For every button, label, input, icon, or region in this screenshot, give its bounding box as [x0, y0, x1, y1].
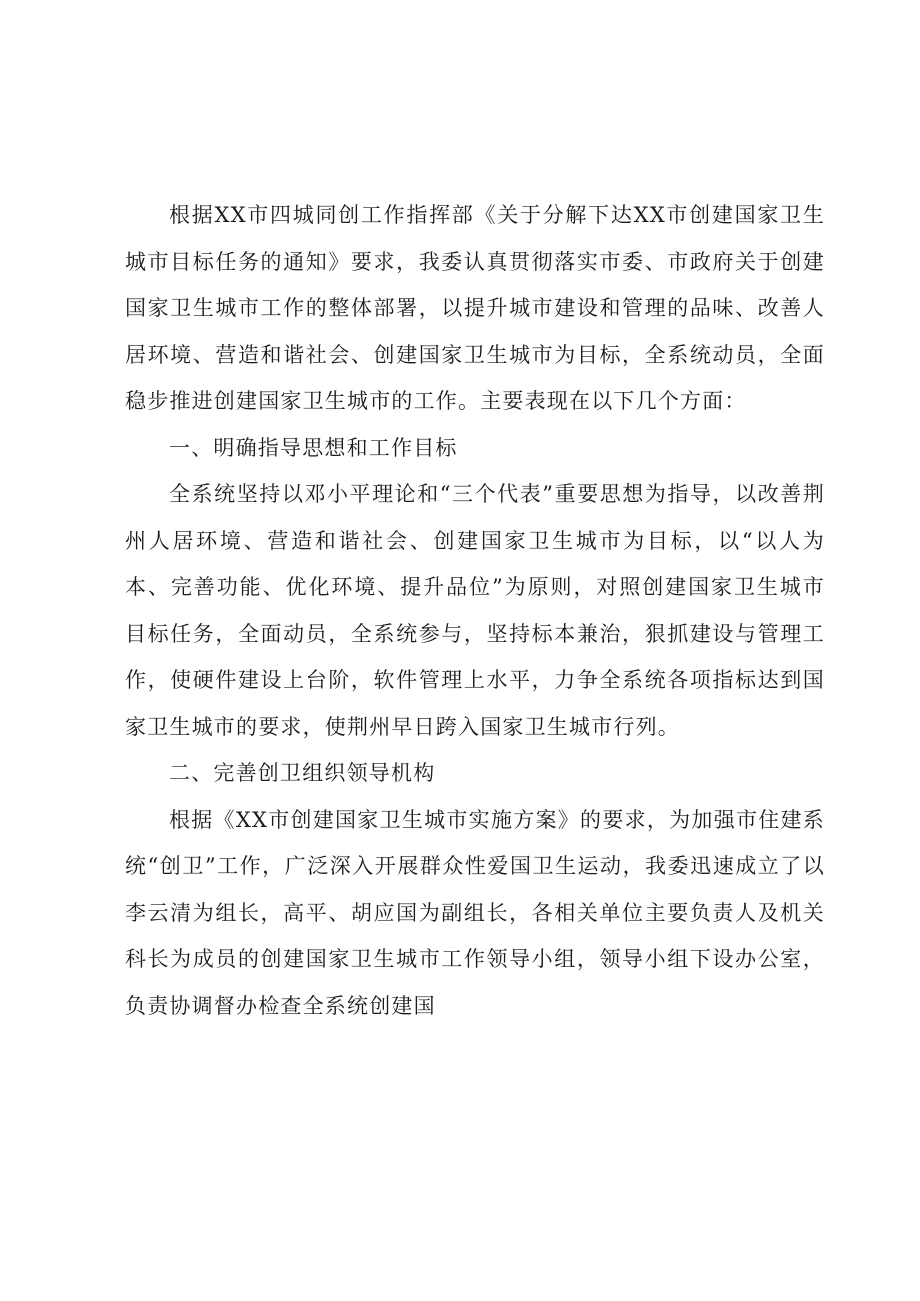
guiding-thought-paragraph: 全系统坚持以邓小平理论和“三个代表”重要思想为指导，以改善荆州人居环境、营造和谐社会、创建国家卫生城市为目标，以“以人为本、完善功能、优化环境、提升品位”为原则，对照创建国家卫生城市目标任务，全面动员，全系统参与，坚持标本兼治，狠抓建设与管理工作，使硬件建设上台阶，软件管理上水平，力争全系统各项指标达到国家卫生城市的要求，使荆州早日跨入国家卫生城市行列。 — [125, 482, 825, 739]
intro-paragraph: 根据XX市四城同创工作指挥部《关于分解下达XX市创建国家卫生城市目标任务的通知》要求，我委认真贯彻落实市委、市政府关于创建国家卫生城市工作的整体部署，以提升城市建设和管理的品味、改善人居环境、营造和谐社会、创建国家卫生城市为目标，全系统动员，全面稳步推进创建国家卫生城市的工作。主要表现在以下几个方面： — [125, 203, 825, 413]
document-body — [125, 192, 825, 1029]
organization-paragraph: 根据《XX市创建国家卫生城市实施方案》的要求，为加强市住建系统“创卫”工作，广泛深入开展群众性爱国卫生运动，我委迅速成立了以李云清为组长，高平、胡应国为副组长，各相关单位主要负责人及机关科长为成员的创建国家卫生城市工作领导小组，领导小组下设办公室，负责协调督办检查全系统创建国 — [125, 807, 825, 1018]
section-heading-guiding-thought: 一、明确指导思想和工作目标 — [169, 435, 458, 460]
section-heading-organization: 二、完善创卫组织领导机构 — [169, 761, 436, 785]
